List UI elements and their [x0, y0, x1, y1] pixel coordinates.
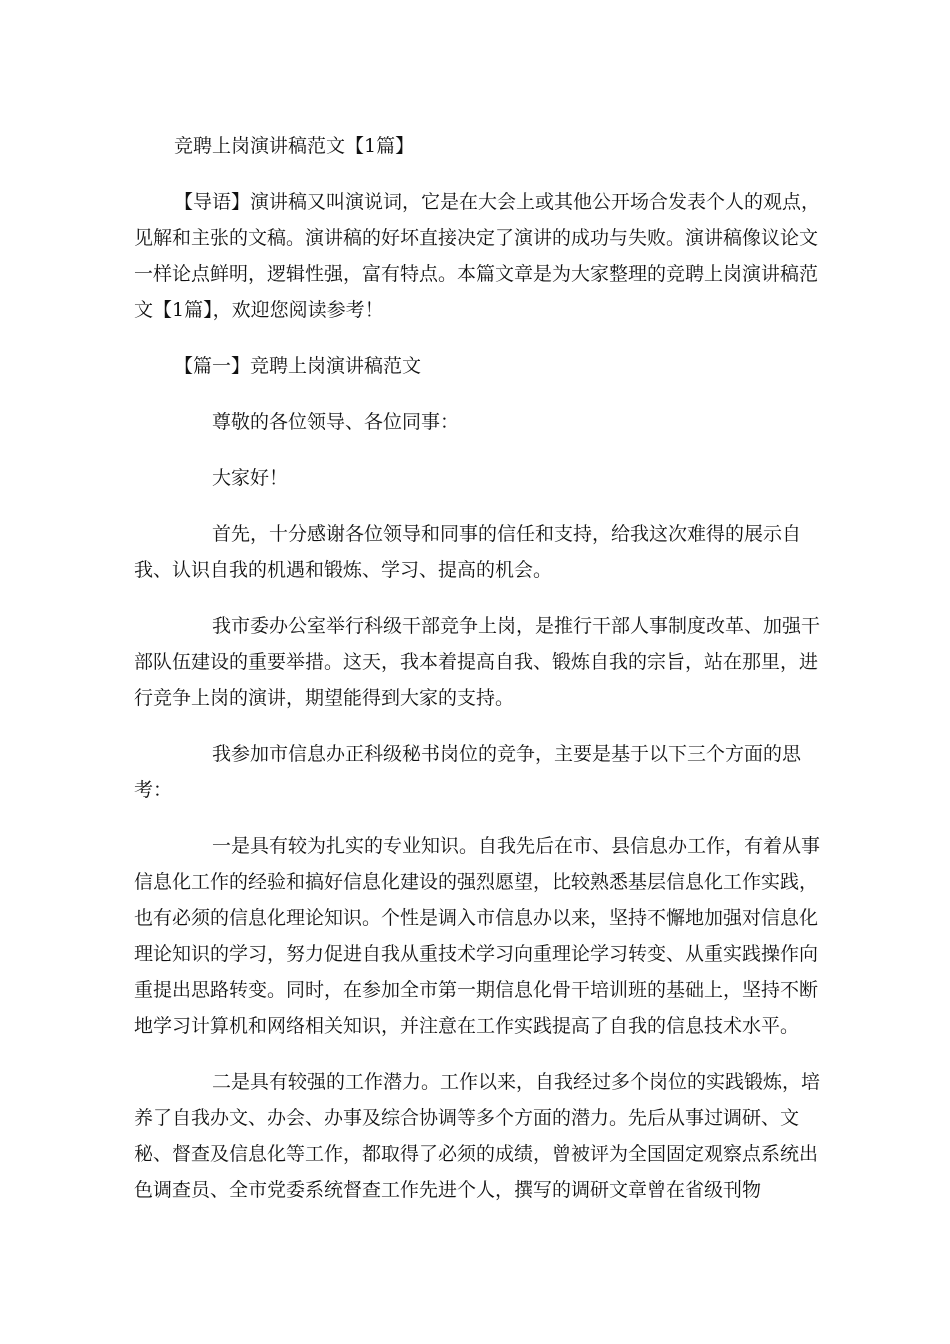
greeting: 大家好！ — [212, 467, 289, 489]
body-paragraph: 首先，十分感谢各位领导和同事的信任和支持，给我这次难得的展示自我、认识自我的机遇和锻炼、学习、提高的机会。 — [134, 523, 802, 581]
body-paragraph: 我参加市信息办正科级秘书岗位的竞争，主要是基于以下三个方面的思考： — [134, 743, 802, 801]
document-body — [134, 128, 824, 1228]
salutation: 尊敬的各位领导、各位同事： — [212, 411, 460, 433]
document-title: 竞聘上岗演讲稿范文【1篇】 — [174, 135, 415, 157]
body-paragraph: 一是具有较为扎实的专业知识。自我先后在市、县信息办工作，有着从事信息化工作的经验和搞好信息化建设的强烈愿望，比较熟悉基层信息化工作实践，也有必须的信息化理论知识。个性是调入市信息办以来，坚持不懈地加强对信息化理论知识的学习，努力促进自我从重技术学习向重理论学习转变、从重实践操作向重提出思路转变。同时，在参加全市第一期信息化骨干培训班的基础上，坚持不断地学习计算机和网络相关知识，并注意在工作实践提高了自我的信息技术水平。 — [134, 835, 821, 1037]
body-paragraph: 我市委办公室举行科级干部竞争上岗，是推行干部人事制度改革、加强干部队伍建设的重要举措。这天，我本着提高自我、锻炼自我的宗旨，站在那里，进行竞争上岗的演讲，期望能得到大家的支持。 — [134, 615, 821, 709]
body-paragraph: 二是具有较强的工作潜力。工作以来，自我经过多个岗位的实践锻炼，培养了自我办文、办会、办事及综合协调等多个方面的潜力。先后从事过调研、文秘、督查及信息化等工作，都取得了必须的成绩，曾被评为全国固定观察点系统出色调查员、全市党委系统督查工作先进个人，撰写的调研文章曾在省级刊物 — [134, 1071, 821, 1201]
intro-paragraph: 【导语】演讲稿又叫演说词，它是在大会上或其他公开场合发表个人的观点，见解和主张的文稿。演讲稿的好坏直接决定了演讲的成功与失败。演讲稿像议论文一样论点鲜明，逻辑性强，富有特点。本篇文章是为大家整理的竞聘上岗演讲稿范文【1篇】，欢迎您阅读参考！ — [134, 191, 821, 321]
section-heading: 【篇一】竞聘上岗演讲稿范文 — [174, 355, 422, 377]
